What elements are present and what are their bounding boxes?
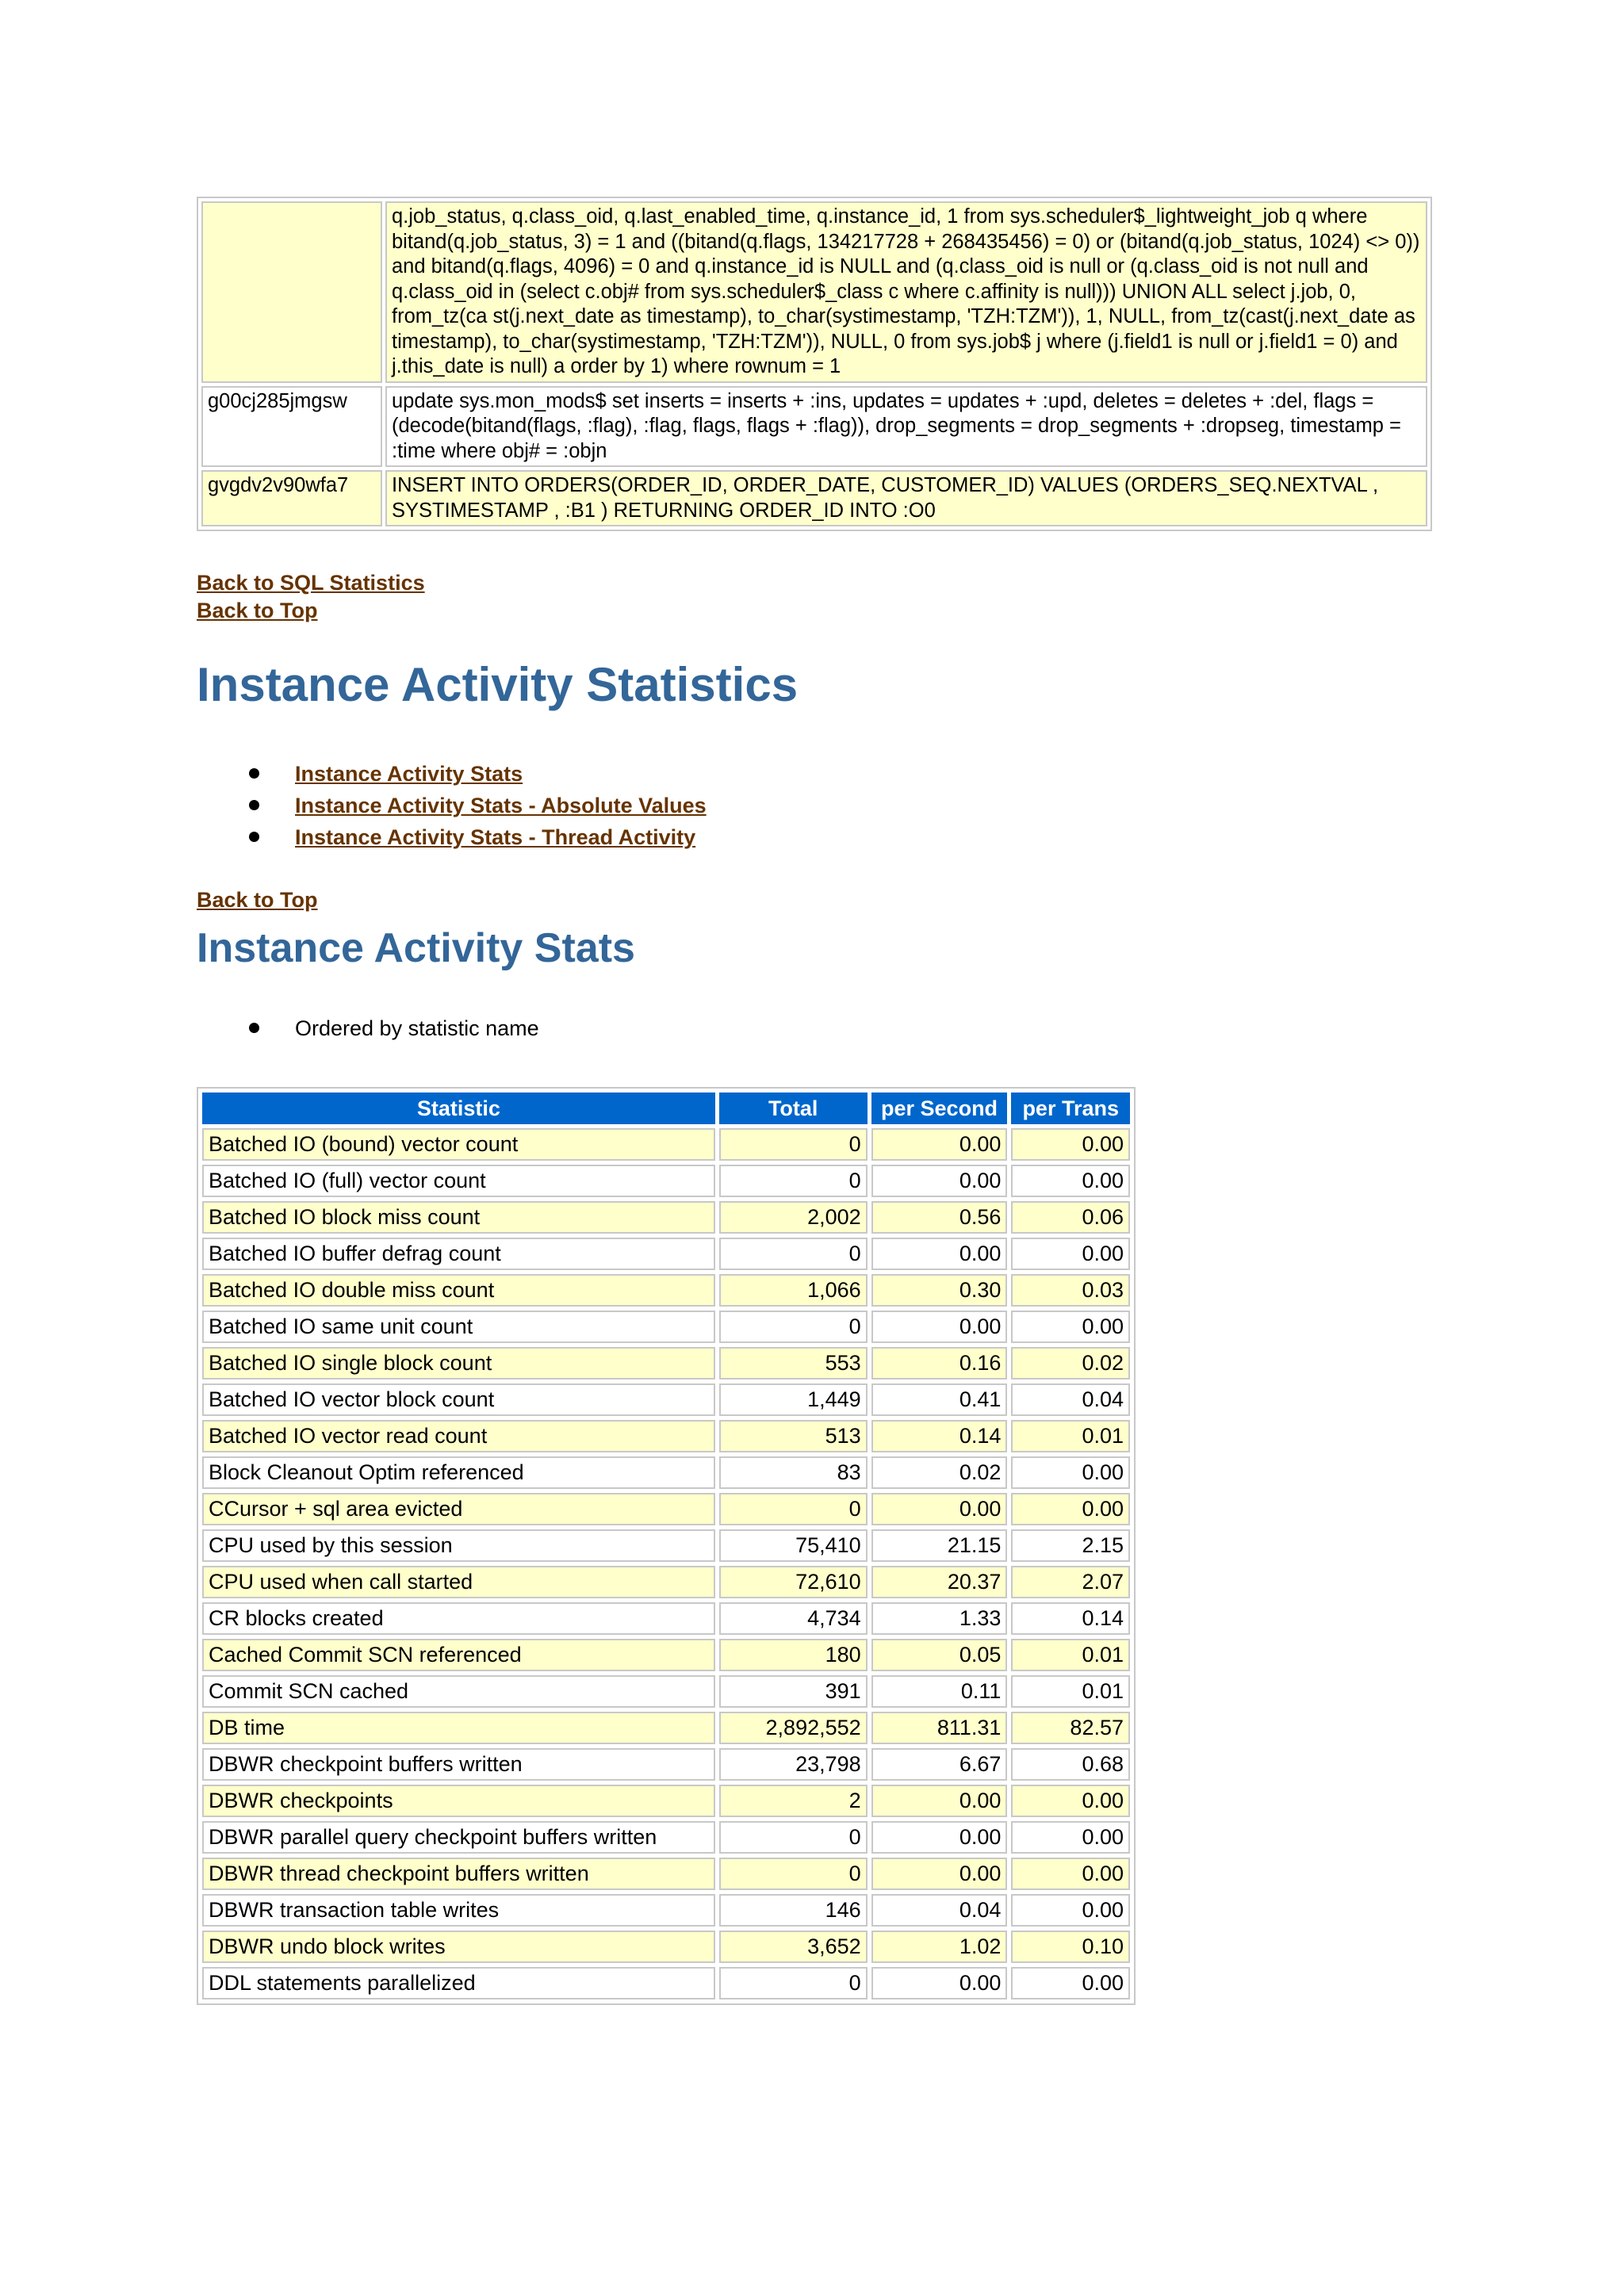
total-cell: 3,652	[719, 1931, 868, 1963]
per-second-cell: 0.00	[871, 1967, 1008, 1999]
statistic-cell: Batched IO (full) vector count	[202, 1165, 715, 1197]
table-row	[202, 1639, 1130, 1671]
table-row	[202, 1383, 1130, 1416]
table-row	[202, 1712, 1130, 1744]
table-row	[201, 201, 1427, 383]
total-cell: 4,734	[719, 1602, 868, 1635]
per-trans-cell: 0.00	[1011, 1128, 1130, 1161]
table-row	[202, 1748, 1130, 1781]
table-row	[202, 1602, 1130, 1635]
per-trans-cell: 0.00	[1011, 1821, 1130, 1854]
per-trans-cell: 0.06	[1011, 1201, 1130, 1234]
table-notes	[197, 1012, 1434, 1044]
per-trans-cell: 0.01	[1011, 1639, 1130, 1671]
note-item: Ordered by statistic name	[197, 1012, 1434, 1044]
per-second-cell: 0.00	[871, 1785, 1008, 1817]
per-trans-cell: 0.00	[1011, 1785, 1130, 1817]
table-row	[202, 1931, 1130, 1963]
back-to-sql-statistics-link[interactable]: Back to SQL Statistics	[197, 571, 425, 595]
per-second-cell: 0.00	[871, 1165, 1008, 1197]
per-second-cell: 0.04	[871, 1894, 1008, 1927]
statistic-cell: Batched IO single block count	[202, 1347, 715, 1380]
total-cell: 1,449	[719, 1383, 868, 1416]
sql-id-cell	[201, 201, 382, 383]
total-cell: 2	[719, 1785, 868, 1817]
table-row	[202, 1201, 1130, 1234]
per-trans-cell: 0.00	[1011, 1456, 1130, 1489]
per-second-cell: 0.11	[871, 1675, 1008, 1708]
table-row	[201, 386, 1427, 468]
total-cell: 2,002	[719, 1201, 868, 1234]
per-second-cell: 0.00	[871, 1128, 1008, 1161]
toc-link-absolute-values[interactable]: Instance Activity Stats - Absolute Values	[295, 794, 707, 817]
per-trans-cell: 0.00	[1011, 1311, 1130, 1343]
statistic-cell: Batched IO buffer defrag count	[202, 1238, 715, 1270]
statistic-cell: DBWR checkpoint buffers written	[202, 1748, 715, 1781]
per-trans-cell: 0.04	[1011, 1383, 1130, 1416]
per-second-cell: 6.67	[871, 1748, 1008, 1781]
table-row	[202, 1858, 1130, 1890]
per-trans-cell: 0.03	[1011, 1274, 1130, 1307]
table-row	[201, 470, 1427, 526]
table-row	[202, 1967, 1130, 1999]
per-second-cell: 0.30	[871, 1274, 1008, 1307]
per-trans-cell: 2.15	[1011, 1529, 1130, 1562]
table-row	[202, 1785, 1130, 1817]
sql-text-table	[197, 197, 1432, 531]
toc-link-thread-activity[interactable]: Instance Activity Stats - Thread Activity	[295, 825, 696, 849]
total-cell: 0	[719, 1493, 868, 1525]
total-cell: 1,066	[719, 1274, 868, 1307]
statistic-cell: Batched IO double miss count	[202, 1274, 715, 1307]
statistic-cell: Commit SCN cached	[202, 1675, 715, 1708]
total-cell: 391	[719, 1675, 868, 1708]
total-cell: 83	[719, 1456, 868, 1489]
statistic-cell: CPU used by this session	[202, 1529, 715, 1562]
per-trans-cell: 0.00	[1011, 1493, 1130, 1525]
sql-text-cell: q.job_status, q.class_oid, q.last_enabled_time, q.instance_id, 1 from sys.scheduler$_lightweight_job q where bitand(q.job_status, 3) = 1 and ((bitand(q.flags, 134217728 + 268435456) = 0) or (bitand(q.job_status, 1024) <> 0)) and bitand(q.flags, 4096) = 0 and q.instance_id is NULL and (q.class_oid is null or (q.class_oid is not null and q.class_oid in (select c.obj# from sys.scheduler$_class c where c.affinity is null))) UNION ALL select j.job, 0, from_tz(ca st(j.next_date as timestamp), to_char(systimestamp, 'TZH:TZM')), 1, NULL, from_tz(cast(j.next_date as timestamp), to_char(systimestamp, 'TZH:TZM')), NULL, 0 from sys.job$ j where (j.field1 is null or j.field1 = 0) and j.this_date is null) a order by 1) where rownum = 1	[385, 201, 1427, 383]
per-trans-cell: 0.14	[1011, 1602, 1130, 1635]
statistic-cell: Cached Commit SCN referenced	[202, 1639, 715, 1671]
header-statistic: Statistic	[202, 1093, 715, 1124]
per-second-cell: 0.05	[871, 1639, 1008, 1671]
per-second-cell: 21.15	[871, 1529, 1008, 1562]
per-second-cell: 0.56	[871, 1201, 1008, 1234]
total-cell: 513	[719, 1420, 868, 1452]
per-trans-cell: 0.00	[1011, 1894, 1130, 1927]
per-trans-cell: 0.10	[1011, 1931, 1130, 1963]
per-second-cell: 0.00	[871, 1311, 1008, 1343]
total-cell: 0	[719, 1967, 868, 1999]
table-row	[202, 1566, 1130, 1598]
statistic-cell: DB time	[202, 1712, 715, 1744]
per-second-cell: 0.02	[871, 1456, 1008, 1489]
table-row	[202, 1456, 1130, 1489]
table-row	[202, 1347, 1130, 1380]
per-trans-cell: 2.07	[1011, 1566, 1130, 1598]
sql-text-cell: INSERT INTO ORDERS(ORDER_ID, ORDER_DATE, CUSTOMER_ID) VALUES (ORDERS_SEQ.NEXTVAL , SYSTIMESTAMP , :B1 ) RETURNING ORDER_ID INTO :O0	[385, 470, 1427, 526]
statistic-cell: Batched IO same unit count	[202, 1311, 715, 1343]
per-trans-cell: 0.00	[1011, 1858, 1130, 1890]
toc-item	[197, 758, 1434, 790]
header-per-second: per Second	[871, 1093, 1008, 1124]
table-row	[202, 1238, 1130, 1270]
total-cell: 0	[719, 1821, 868, 1854]
statistic-cell: DBWR parallel query checkpoint buffers written	[202, 1821, 715, 1854]
nav-links-2	[197, 888, 1434, 913]
sql-text-cell: update sys.mon_mods$ set inserts = inserts + :ins, updates = updates + :upd, deletes = deletes + :del, flags = (decode(bitand(flags, :flag), :flag, flags, flags + :flag)), drop_segments = drop_segments + :dropseg, timestamp = :time where obj# = :objn	[385, 386, 1427, 468]
per-second-cell: 0.00	[871, 1493, 1008, 1525]
instance-activity-stats-table	[197, 1087, 1136, 2005]
table-row	[202, 1493, 1130, 1525]
statistic-cell: Block Cleanout Optim referenced	[202, 1456, 715, 1489]
per-second-cell: 0.41	[871, 1383, 1008, 1416]
toc-item	[197, 790, 1434, 821]
subsection-title: Instance Activity Stats	[197, 925, 635, 971]
per-second-cell: 1.33	[871, 1602, 1008, 1635]
header-per-trans: per Trans	[1011, 1093, 1130, 1124]
table-row	[202, 1165, 1130, 1197]
total-cell: 0	[719, 1311, 868, 1343]
statistic-cell: Batched IO block miss count	[202, 1201, 715, 1234]
per-second-cell: 0.00	[871, 1238, 1008, 1270]
statistic-cell: DBWR transaction table writes	[202, 1894, 715, 1927]
table-row	[202, 1529, 1130, 1562]
statistic-cell: DBWR thread checkpoint buffers written	[202, 1858, 715, 1890]
table-row	[202, 1128, 1130, 1161]
table-header-row	[202, 1093, 1130, 1124]
statistic-cell: Batched IO (bound) vector count	[202, 1128, 715, 1161]
total-cell: 0	[719, 1238, 868, 1270]
per-second-cell: 0.14	[871, 1420, 1008, 1452]
toc-item	[197, 821, 1434, 853]
total-cell: 72,610	[719, 1566, 868, 1598]
statistic-cell: CPU used when call started	[202, 1566, 715, 1598]
section-title: Instance Activity Statistics	[197, 658, 799, 711]
per-second-cell: 1.02	[871, 1931, 1008, 1963]
nav-links	[197, 569, 1434, 625]
table-row	[202, 1274, 1130, 1307]
report-page	[197, 197, 1434, 2005]
statistic-cell: DBWR checkpoints	[202, 1785, 715, 1817]
total-cell: 2,892,552	[719, 1712, 868, 1744]
statistic-cell: DBWR undo block writes	[202, 1931, 715, 1963]
statistic-cell: DDL statements parallelized	[202, 1967, 715, 1999]
per-trans-cell: 0.00	[1011, 1967, 1130, 1999]
sql-id-cell: gvgdv2v90wfa7	[201, 470, 382, 526]
total-cell: 553	[719, 1347, 868, 1380]
per-second-cell: 20.37	[871, 1566, 1008, 1598]
total-cell: 0	[719, 1128, 868, 1161]
per-trans-cell: 0.00	[1011, 1165, 1130, 1197]
total-cell: 180	[719, 1639, 868, 1671]
total-cell: 0	[719, 1165, 868, 1197]
per-trans-cell: 0.01	[1011, 1420, 1130, 1452]
header-total: Total	[719, 1093, 868, 1124]
sql-id-cell: g00cj285jmgsw	[201, 386, 382, 468]
statistic-cell: CCursor + sql area evicted	[202, 1493, 715, 1525]
per-second-cell: 0.00	[871, 1821, 1008, 1854]
table-row	[202, 1675, 1130, 1708]
statistic-cell: CR blocks created	[202, 1602, 715, 1635]
per-trans-cell: 82.57	[1011, 1712, 1130, 1744]
table-row	[202, 1821, 1130, 1854]
per-second-cell: 811.31	[871, 1712, 1008, 1744]
per-second-cell: 0.00	[871, 1858, 1008, 1890]
statistic-cell: Batched IO vector read count	[202, 1420, 715, 1452]
total-cell: 75,410	[719, 1529, 868, 1562]
per-second-cell: 0.16	[871, 1347, 1008, 1380]
total-cell: 0	[719, 1858, 868, 1890]
total-cell: 23,798	[719, 1748, 868, 1781]
table-row	[202, 1420, 1130, 1452]
per-trans-cell: 0.00	[1011, 1238, 1130, 1270]
statistic-cell: Batched IO vector block count	[202, 1383, 715, 1416]
back-to-top-link-2[interactable]: Back to Top	[197, 888, 318, 912]
section-toc	[197, 758, 1434, 853]
toc-link-instance-activity-stats[interactable]: Instance Activity Stats	[295, 762, 523, 786]
per-trans-cell: 0.02	[1011, 1347, 1130, 1380]
per-trans-cell: 0.68	[1011, 1748, 1130, 1781]
table-row	[202, 1894, 1130, 1927]
total-cell: 146	[719, 1894, 868, 1927]
per-trans-cell: 0.01	[1011, 1675, 1130, 1708]
back-to-top-link[interactable]: Back to Top	[197, 599, 318, 622]
table-row	[202, 1311, 1130, 1343]
